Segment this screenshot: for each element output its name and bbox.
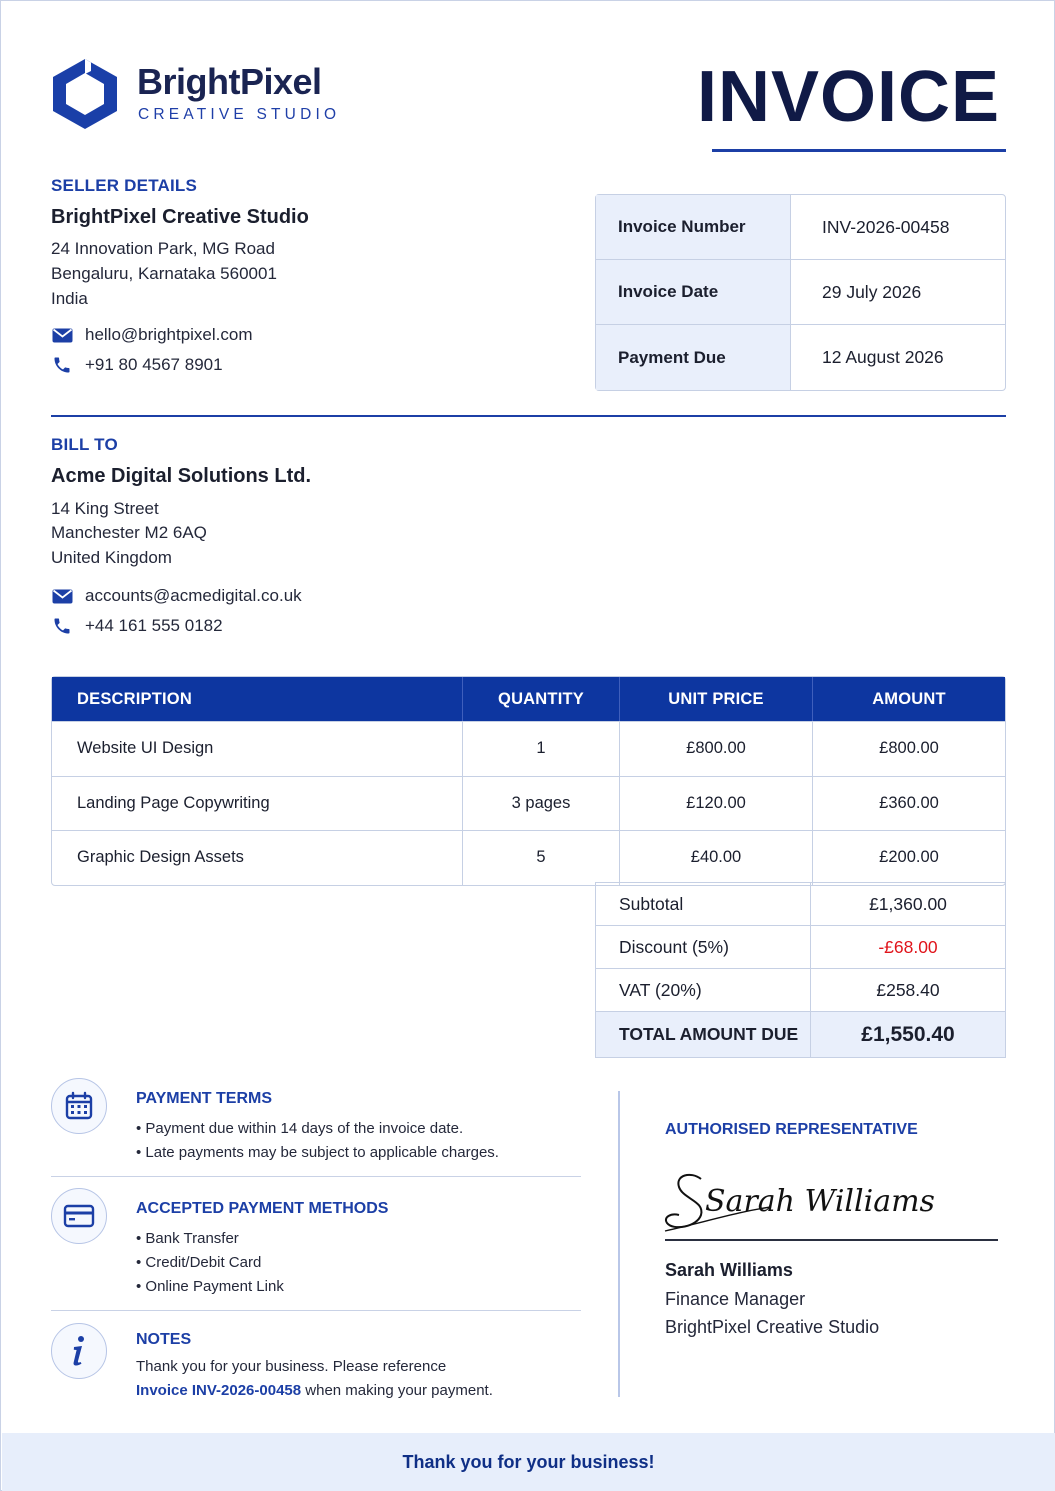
representative-company: BrightPixel Creative Studio	[665, 1317, 880, 1337]
discount-row	[596, 925, 1005, 968]
bill-to-email[interactable]: accounts@acmedigital.co.uk	[85, 586, 302, 605]
vat-value: £258.40	[876, 979, 940, 1000]
payment-method-item: • Credit/Debit Card	[136, 1254, 262, 1271]
meta-label: Invoice Date	[596, 260, 791, 324]
item-description: Graphic Design Assets	[77, 848, 244, 867]
signature-line	[665, 1239, 998, 1241]
meta-value: 12 August 2026	[822, 347, 944, 367]
discount-label: Discount (5%)	[596, 926, 811, 968]
discount-value: -£68.00	[878, 936, 938, 957]
subtotal-value: £1,360.00	[869, 893, 947, 914]
representative-name: Sarah Williams	[665, 1260, 793, 1280]
phone-icon	[51, 356, 73, 374]
meta-row-invoice-number	[596, 195, 1005, 260]
seller-address-line: India	[51, 289, 88, 308]
total-due-row	[596, 1011, 1005, 1057]
bill-to-email-row	[51, 586, 302, 606]
block-divider	[51, 1310, 581, 1311]
item-quantity: 1	[462, 722, 619, 776]
column-header-amount: AMOUNT	[812, 677, 1005, 721]
seller-section-label: SELLER DETAILS	[51, 176, 198, 195]
section-divider	[51, 415, 1006, 417]
hexagon-logo-icon	[51, 57, 119, 131]
invoice-meta-table	[595, 194, 1006, 391]
meta-label: Invoice Number	[596, 195, 791, 259]
meta-row-payment-due	[596, 325, 1005, 390]
footer-message: Thank you for your business!	[402, 1451, 655, 1472]
item-description: Website UI Design	[77, 739, 214, 758]
title-underline	[712, 149, 1006, 152]
block-divider	[51, 1176, 581, 1177]
total-due-value: £1,550.40	[861, 1022, 955, 1046]
bill-to-phone-row	[51, 616, 223, 636]
bill-to-phone[interactable]: +44 161 555 0182	[85, 616, 223, 635]
calendar-icon	[51, 1078, 107, 1134]
representative-section-label: AUTHORISED REPRESENTATIVE	[665, 1121, 918, 1138]
seller-email-row	[51, 325, 253, 345]
seller-address-line: Bengaluru, Karnataka 560001	[51, 264, 277, 283]
seller-name: BrightPixel Creative Studio	[51, 206, 309, 228]
payment-methods-title: ACCEPTED PAYMENT METHODS	[136, 1200, 389, 1217]
mail-icon	[51, 587, 73, 605]
totals-table	[595, 882, 1006, 1058]
item-description: Landing Page Copywriting	[77, 793, 270, 812]
subtotal-row	[596, 882, 1005, 925]
item-unit-price: £800.00	[619, 722, 812, 776]
table-row	[52, 776, 1005, 831]
table-header-row	[52, 677, 1005, 721]
footer-banner	[2, 1433, 1055, 1491]
notes-text: Thank you for your business. Please reference	[136, 1358, 447, 1375]
item-quantity: 3 pages	[462, 777, 619, 831]
total-due-label: TOTAL AMOUNT DUE	[596, 1012, 811, 1057]
column-header-description: DESCRIPTION	[77, 689, 192, 708]
item-quantity: 5	[462, 831, 619, 885]
meta-value: INV-2026-00458	[822, 216, 950, 237]
invoice-reference: Invoice INV-2026-00458	[136, 1382, 302, 1399]
meta-label: Payment Due	[596, 325, 791, 390]
payment-terms-title: PAYMENT TERMS	[136, 1090, 273, 1107]
item-unit-price: £120.00	[619, 777, 812, 831]
bill-to-address-line: United Kingdom	[51, 548, 172, 567]
item-unit-price: £40.00	[619, 831, 812, 885]
bill-to-name: Acme Digital Solutions Ltd.	[51, 465, 312, 487]
phone-icon	[51, 617, 73, 635]
line-items-table	[51, 676, 1006, 886]
meta-value: 29 July 2026	[822, 281, 922, 302]
brand-name: BrightPixel	[137, 61, 322, 102]
bill-to-section-label: BILL TO	[51, 435, 118, 454]
table-row	[52, 830, 1005, 885]
payment-method-item: • Online Payment Link	[136, 1278, 284, 1295]
vat-row	[596, 968, 1005, 1011]
brand-tagline: CREATIVE STUDIO	[138, 106, 341, 123]
column-header-unit-price: UNIT PRICE	[619, 677, 812, 721]
info-icon	[51, 1323, 107, 1379]
item-amount: £200.00	[812, 831, 1005, 885]
document-title: INVOICE	[696, 57, 1000, 137]
mail-icon	[51, 326, 73, 344]
item-amount: £360.00	[812, 777, 1005, 831]
seller-phone-row	[51, 355, 223, 375]
meta-row-invoice-date	[596, 260, 1005, 325]
notes-title: NOTES	[136, 1331, 192, 1348]
seller-address-line: 24 Innovation Park, MG Road	[51, 239, 275, 258]
subtotal-label: Subtotal	[596, 883, 811, 925]
notes-text-line2	[136, 1382, 493, 1399]
payment-terms-bullet: • Payment due within 14 days of the invoice date.	[136, 1120, 464, 1137]
seller-email[interactable]: hello@brightpixel.com	[85, 325, 253, 344]
bill-to-address-line: 14 King Street	[51, 499, 159, 518]
table-row	[52, 721, 1005, 776]
signature-image	[661, 1161, 935, 1237]
column-header-quantity: QUANTITY	[462, 677, 619, 721]
bill-to-address-line: Manchester M2 6AQ	[51, 523, 207, 542]
item-amount: £800.00	[812, 722, 1005, 776]
vat-label: VAT (20%)	[596, 969, 811, 1011]
signature-text: Sarah Williams	[705, 1184, 935, 1219]
credit-card-icon	[51, 1188, 107, 1244]
payment-method-item: • Bank Transfer	[136, 1230, 239, 1247]
seller-phone[interactable]: +91 80 4567 8901	[85, 355, 223, 374]
notes-text-tail: when making your payment.	[301, 1382, 493, 1399]
vertical-divider	[618, 1091, 620, 1397]
payment-terms-bullet: • Late payments may be subject to applicable charges.	[136, 1144, 499, 1161]
representative-role: Finance Manager	[665, 1289, 806, 1309]
